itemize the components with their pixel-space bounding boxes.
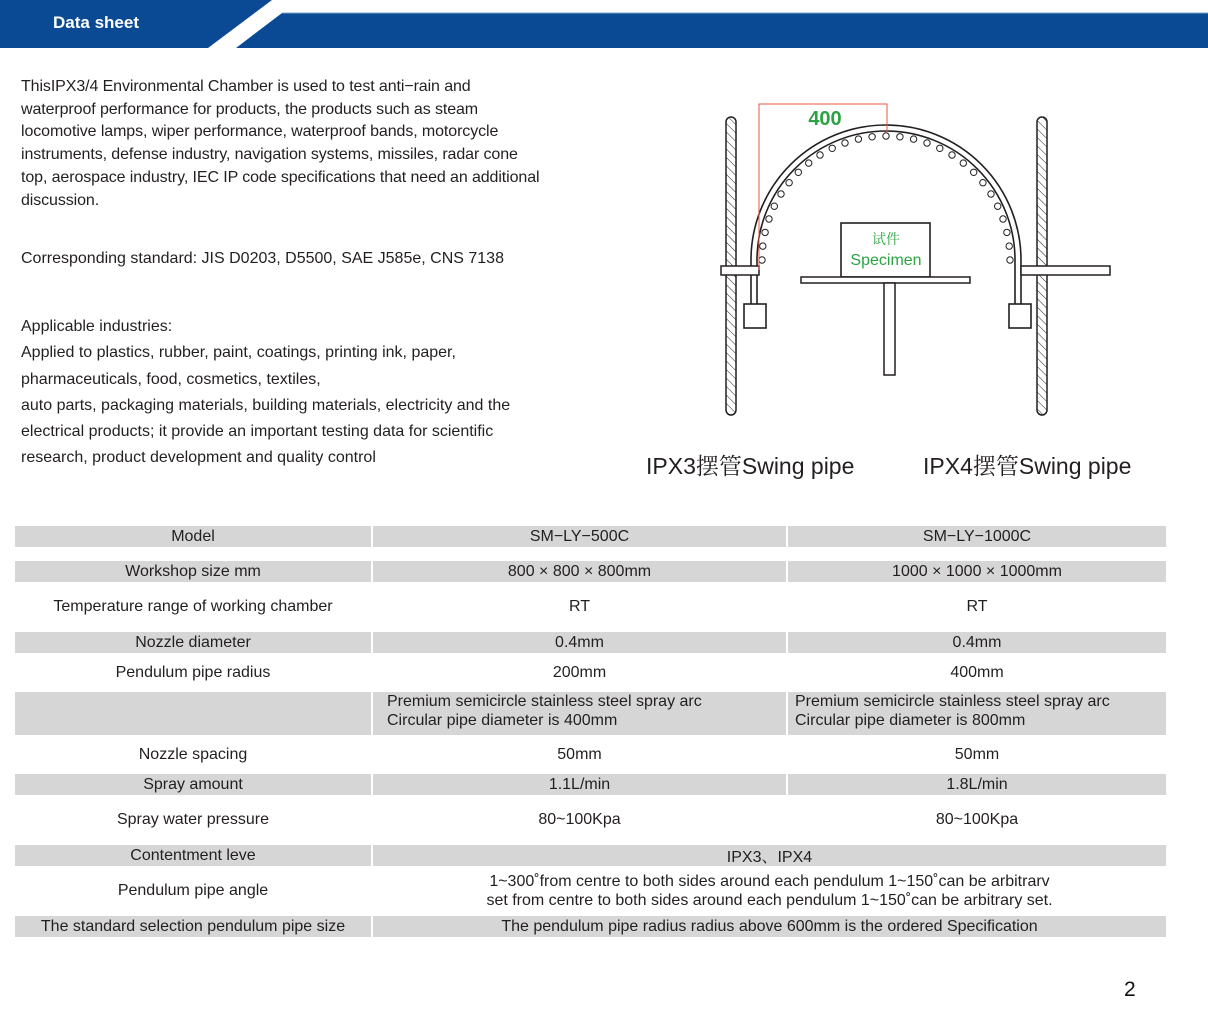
nozzle bbox=[1007, 257, 1013, 263]
value-line: Premium semicircle stainless steel spray arc bbox=[795, 693, 1110, 710]
table-row bbox=[15, 916, 1166, 937]
corresponding-standard: Corresponding standard: JIS D0203, D5500, SAE J585e, CNS 7138 bbox=[21, 250, 504, 267]
table-row-spray-arc bbox=[15, 692, 1166, 735]
industries-line: auto parts, packaging materials, building materials, electricity and the bbox=[21, 396, 511, 414]
value-1000c: 80~100Kpa bbox=[935, 811, 1019, 828]
nozzle bbox=[829, 145, 835, 151]
description-line: locomotive lamps, wiper performance, waterproof bands, motorcycle bbox=[21, 123, 499, 141]
table-row bbox=[15, 866, 1166, 916]
table-row bbox=[15, 561, 1166, 582]
nozzle bbox=[1006, 243, 1012, 249]
value-500c bbox=[373, 692, 786, 735]
left-arm bbox=[721, 266, 759, 275]
nozzle bbox=[795, 169, 801, 175]
row-label: Nozzle spacing bbox=[138, 745, 248, 763]
nozzle bbox=[766, 216, 772, 222]
value-1000c bbox=[788, 692, 1166, 735]
value-500c: 200mm bbox=[552, 663, 607, 681]
header-bar bbox=[236, 13, 1208, 48]
industries-line: electrical products; it provide an important testing data for scientific bbox=[21, 423, 494, 441]
value-both: The pendulum pipe radius radius above 600mm is the ordered Specification bbox=[373, 916, 1166, 937]
value-both: IPX3、IPX4 bbox=[373, 845, 1166, 866]
row-label: The standard selection pendulum pipe size bbox=[15, 916, 371, 937]
header-title: Data sheet bbox=[53, 13, 139, 32]
nozzle bbox=[842, 140, 848, 146]
value-1000c: 1.8L/min bbox=[788, 774, 1166, 795]
value-500c: 0.4mm bbox=[373, 632, 786, 653]
nozzle bbox=[971, 169, 977, 175]
value-1000c: 50mm bbox=[954, 745, 1000, 763]
row-label: Model bbox=[15, 526, 371, 547]
nozzle bbox=[762, 229, 768, 235]
value-line: 1~300˚from centre to both sides around each pendulum 1~150˚can be arbitrarv bbox=[489, 873, 1050, 890]
right-counterweight bbox=[1009, 304, 1031, 328]
industries-line: Applied to plastics, rubber, paint, coatings, printing ink, paper, bbox=[21, 344, 456, 362]
nozzle bbox=[988, 191, 994, 197]
row-label bbox=[15, 692, 371, 735]
value-1000c: SM−LY−1000C bbox=[788, 526, 1166, 547]
caption-ipx4: IPX4摆管Swing pipe bbox=[923, 453, 1132, 479]
caption-ipx3: IPX3摆管Swing pipe bbox=[646, 453, 855, 479]
nozzle bbox=[817, 152, 823, 158]
specimen-label-cn: 试件 bbox=[872, 232, 900, 248]
nozzle bbox=[897, 134, 903, 140]
nozzle bbox=[883, 133, 889, 139]
row-label: Spray amount bbox=[15, 774, 371, 795]
value-1000c: RT bbox=[966, 598, 988, 615]
description-line: top, aerospace industry, IEC IP code specifications that need an additional bbox=[21, 168, 540, 186]
row-label: Spray water pressure bbox=[116, 811, 270, 828]
nozzle bbox=[924, 140, 930, 146]
value-500c: 80~100Kpa bbox=[538, 811, 621, 828]
row-label: Pendulum pipe angle bbox=[117, 882, 269, 899]
nozzle bbox=[760, 243, 766, 249]
nozzle bbox=[995, 203, 1001, 209]
description-line: discussion. bbox=[21, 191, 100, 209]
nozzle bbox=[960, 160, 966, 166]
value-line: Circular pipe diameter is 800mm bbox=[795, 712, 1026, 729]
row-label: Temperature range of working chamber bbox=[53, 598, 333, 615]
nozzle bbox=[937, 145, 943, 151]
nozzle bbox=[1004, 229, 1010, 235]
value-1000c: 1000 × 1000 × 1000mm bbox=[788, 561, 1166, 582]
industries-heading: Applicable industries: bbox=[21, 318, 173, 335]
table-row bbox=[15, 582, 1166, 632]
value-line: Circular pipe diameter is 400mm bbox=[387, 712, 618, 729]
value-both bbox=[373, 866, 1166, 916]
table-row bbox=[15, 653, 1166, 692]
value-500c: 800 × 800 × 800mm bbox=[373, 561, 786, 582]
nozzle bbox=[980, 180, 986, 186]
nozzle bbox=[778, 191, 784, 197]
specimen-label-en: Specimen bbox=[850, 252, 922, 269]
table-row bbox=[15, 845, 1166, 866]
description-line: waterproof performance for products, the products such as steam bbox=[21, 100, 479, 118]
nozzle bbox=[786, 180, 792, 186]
nozzle bbox=[869, 134, 875, 140]
value-500c: 1.1L/min bbox=[373, 774, 786, 795]
nozzle bbox=[771, 203, 777, 209]
industries-line: pharmaceuticals, food, cosmetics, textiles, bbox=[21, 370, 321, 388]
table-row bbox=[15, 735, 1166, 774]
row-label: Workshop size mm bbox=[15, 561, 371, 582]
right-arm bbox=[1021, 266, 1110, 275]
table-row bbox=[15, 632, 1166, 653]
left-counterweight bbox=[744, 304, 766, 328]
product-description bbox=[21, 76, 621, 212]
nozzle bbox=[759, 257, 765, 263]
row-label: Pendulum pipe radius bbox=[115, 663, 271, 681]
value-1000c: 0.4mm bbox=[788, 632, 1166, 653]
page-number: 2 bbox=[1124, 978, 1136, 1001]
value-500c: SM−LY−500C bbox=[373, 526, 786, 547]
description-line: ThisIPX3/4 Environmental Chamber is used to test anti−rain and bbox=[21, 78, 471, 95]
value-line: set from centre to both sides around each pendulum 1~150˚can be arbitrary set. bbox=[486, 892, 1053, 909]
header-banner bbox=[0, 0, 1208, 50]
table-row-model bbox=[15, 526, 1166, 547]
nozzle bbox=[806, 160, 812, 166]
specimen-table-leg bbox=[884, 283, 895, 375]
value-line: Premium semicircle stainless steel spray arc bbox=[387, 693, 702, 710]
nozzle bbox=[1000, 216, 1006, 222]
value-500c: RT bbox=[568, 598, 591, 615]
industries-line: research, product development and quality control bbox=[21, 449, 376, 467]
nozzle bbox=[855, 136, 861, 142]
nozzle bbox=[949, 152, 955, 158]
nozzle bbox=[910, 136, 916, 142]
table-row bbox=[15, 774, 1166, 795]
dimension-label: 400 bbox=[808, 108, 842, 130]
table-row bbox=[15, 795, 1166, 845]
row-label: Nozzle diameter bbox=[15, 632, 371, 653]
swing-pipe-diagram bbox=[640, 95, 1120, 425]
value-500c: 50mm bbox=[557, 745, 602, 763]
applicable-industries bbox=[21, 314, 621, 472]
value-1000c: 400mm bbox=[950, 663, 1004, 681]
row-label: Contentment leve bbox=[15, 845, 371, 866]
specimen-table-top bbox=[801, 277, 970, 283]
description-line: instruments, defense industry, navigation systems, missiles, radar cone bbox=[21, 146, 518, 164]
